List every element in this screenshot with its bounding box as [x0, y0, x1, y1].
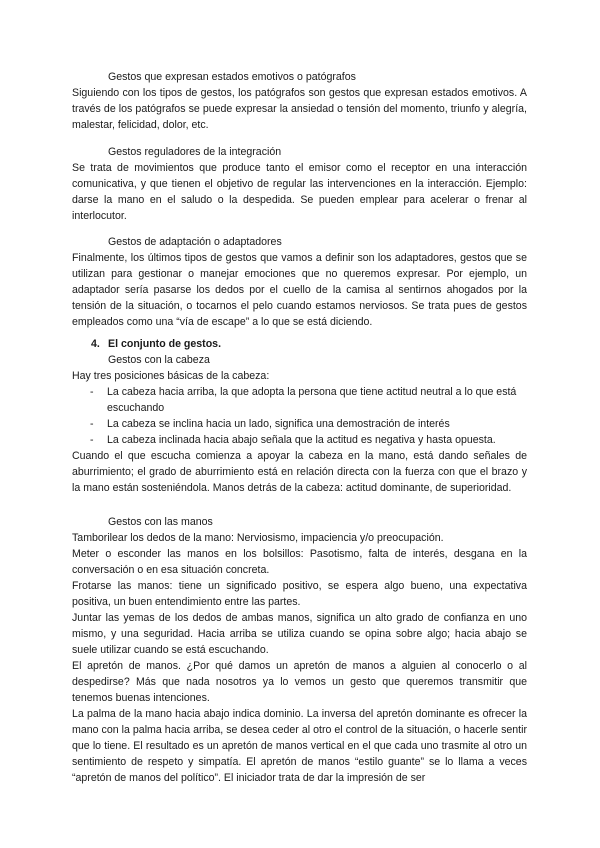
subsection-hands [72, 514, 527, 786]
paragraph: Juntar las yemas de los dedos de ambas manos, significa un alto grado de confianza en uno mismo, y una seguridad. Hacia arriba se utiliza cuando se opina sobre algo; hacia abajo se suele utilizar cuando se está escuchando. [72, 612, 527, 656]
section-heading: Gestos que expresan estados emotivos o patógrafos [108, 71, 356, 83]
paragraph: Tamborilear los dedos de la mano: Nerviosismo, impaciencia y/o preocupación. [72, 532, 444, 544]
subsection-heading-head: Gestos con la cabeza [108, 354, 210, 366]
paragraph: Frotarse las manos: tiene un significado positivo, se espera algo bueno, una expectativa positiva, un buen entendimiento entre las partes. [72, 580, 527, 608]
section-adapter-gestures [72, 234, 527, 330]
subsection-heading-hands: Gestos con las manos [108, 516, 213, 528]
paragraph: Cuando el que escucha comienza a apoyar la cabeza en la mano, está dando señales de aburrimiento; el grado de aburrimiento está en relación directa con la fuerza con que el brazo y la mano están sosteniéndola. Manos detrás de la cabeza: actitud dominante, de superioridad. [72, 450, 527, 494]
paragraph: El apretón de manos. ¿Por qué damos un apretón de manos a alguien al conocerlo o al despedirse? Más que nada nosotros ya lo vemos un gesto que queremos transmitir que tenemos buenas intenciones. [72, 660, 527, 704]
paragraph: Finalmente, los últimos tipos de gestos que vamos a definir son los adaptadores, gestos que se utilizan para gestionar o manejar emociones que no queremos expresar. Por ejemplo, un adaptador sería pasarse los dedos por el cuello de la camisa al sentirnos ahogados por la tensión de la situación, o tocarnos el pelo cuando estamos nerviosos. Se trata pues de gestos empleados como una “vía de escape” a lo que se está diciendo. [72, 252, 527, 328]
paragraph: Meter o esconder las manos en los bolsillos: Pasotismo, falta de interés, desgana en la conversación o en esa situación concreta. [72, 548, 527, 576]
paragraph: Siguiendo con los tipos de gestos, los patógrafos son gestos que expresan estados emotivos. A través de los patógrafos se puede expresar la ansiedad o tensión del momento, triunfo y alegría, malestar, felicidad, dolor, etc. [72, 87, 527, 131]
section-title-text: El conjunto de gestos. [108, 338, 222, 350]
section-4 [72, 336, 527, 496]
paragraph: Hay tres posiciones básicas de la cabeza: [72, 370, 270, 382]
list-item: - La cabeza se inclina hacia un lado, significa una demostración de interés [72, 416, 527, 432]
list-item: - La cabeza inclinada hacia abajo señala que la actitud es negativa y hasta opuesta. [72, 432, 527, 448]
head-positions-list [72, 384, 527, 448]
paragraph: La palma de la mano hacia abajo indica dominio. La inversa del apretón dominante es ofrecer la mano con la palma hacia arriba, se desea ceder al otro el control de la situación, o hacerle sentir que lo tiene. El resultado es un apretón de manos vertical en el que cada uno trasmite al otro un sentimiento de respeto y simpatía. El apretón de manos “estilo guante” se lo llama a veces “apretón de manos del político”. El iniciador trata de dar la impresión de ser [72, 708, 527, 784]
paragraph: Se trata de movimientos que produce tanto el emisor como el receptor en una interacción comunicativa, y que tienen el objetivo de regular las intervenciones en la interacción. Ejemplo: darse la mano en el saludo o la despedida. Se pueden emplear para acelerar o frenar al interlocutor. [72, 162, 527, 222]
list-item: - La cabeza hacia arriba, la que adopta la persona que tiene actitud neutral a lo que está escuchando [72, 384, 527, 416]
section-regulator-gestures [72, 144, 527, 224]
section-heading: Gestos reguladores de la integración [108, 146, 282, 158]
section-4-title [72, 336, 527, 352]
section-number: 4. [91, 338, 100, 350]
section-heading: Gestos de adaptación o adaptadores [108, 236, 282, 248]
section-emotive-gestures [72, 69, 527, 133]
